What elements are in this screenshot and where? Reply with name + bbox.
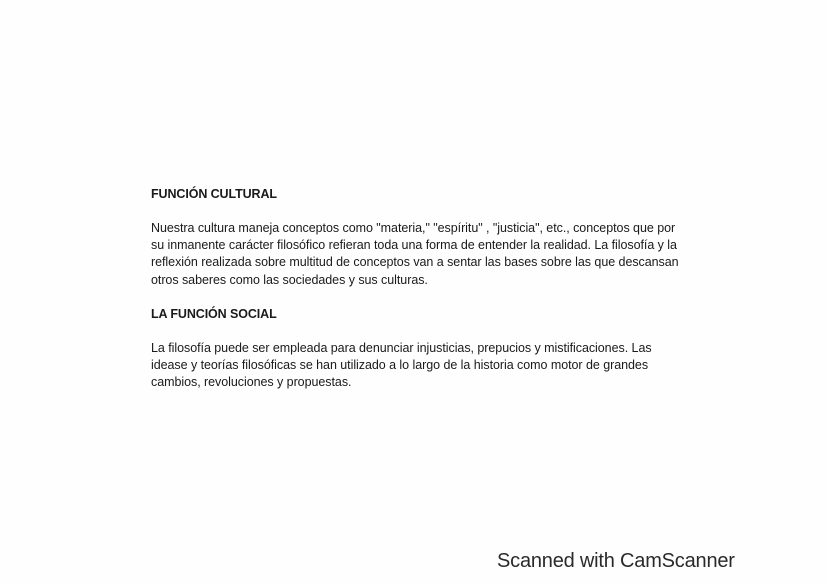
text-line: idease y teorías filosóficas se han utilizado a lo largo de la historia como motor de grandes (151, 358, 649, 373)
section-heading-cultural: FUNCIÓN CULTURAL (151, 187, 277, 201)
text-line: Nuestra cultura maneja conceptos como "materia," "espíritu" , "justicia", etc., conceptos que por (151, 221, 676, 235)
text-line: cambios, revoluciones y propuestas. (151, 375, 352, 390)
text-line: su inmanente carácter filosófico refieran toda una forma de entender la realidad. La filosofía y la (151, 238, 677, 253)
text-line: reflexión realizada sobre multitud de conceptos van a sentar las bases sobre las que descansan (151, 255, 679, 270)
text-line: La filosofía puede ser empleada para denunciar injusticias, prepucios y mistificaciones. Las (151, 341, 652, 355)
text-line: otros saberes como las sociedades y sus culturas. (151, 272, 428, 287)
section-body-social (151, 340, 681, 392)
section-heading-social: LA FUNCIÓN SOCIAL (151, 307, 277, 321)
camscanner-watermark: Scanned with CamScanner (497, 550, 735, 572)
section-body-cultural (151, 220, 681, 289)
